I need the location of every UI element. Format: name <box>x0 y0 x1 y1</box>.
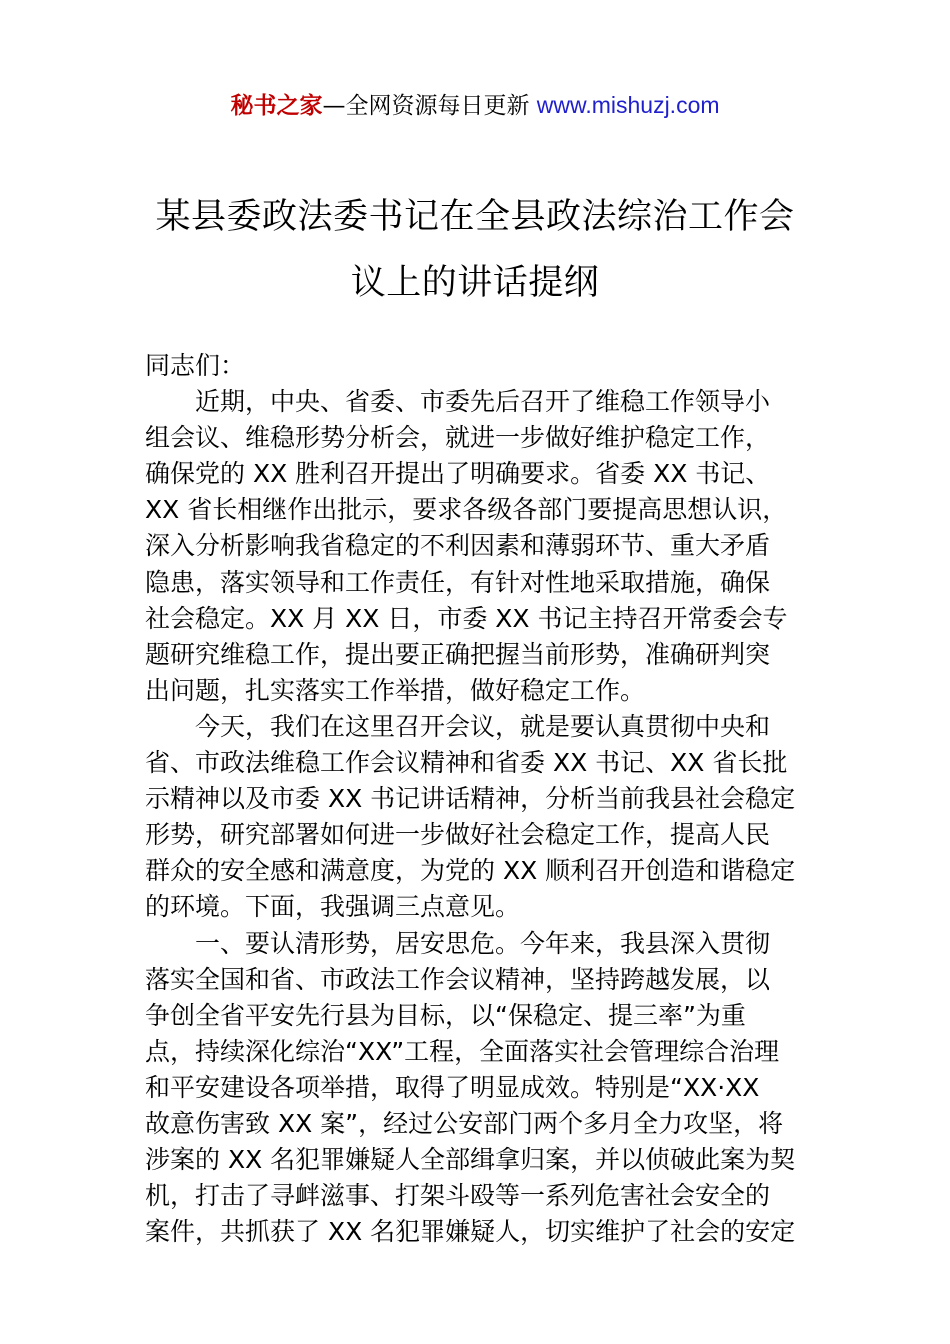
body-line: 形势，研究部署如何进一步做好社会稳定工作，提高人民 <box>145 820 771 850</box>
body-line: 群众的安全感和满意度，为党的 XX 顺利召开创造和谐稳定 <box>145 856 796 886</box>
body-line: 的环境。下面，我强调三点意见。 <box>145 892 521 922</box>
body-line: 案件，共抓获了 XX 名犯罪嫌疑人，切实维护了社会的安定 <box>145 1217 796 1247</box>
title-line-1: 某县委政法委书记在全县政法综治工作会 <box>155 197 795 237</box>
body-line: 故意伤害致 XX 案”，经过公安部门两个多月全力攻坚，将 <box>145 1108 784 1138</box>
body-line: 一、要认清形势，居安思危。今年来，我县深入贯彻 <box>195 928 771 958</box>
body-line: 机，打击了寻衅滋事、打架斗殴等一系列危害社会安全的 <box>145 1181 771 1211</box>
body-line: 争创全省平安先行县为目标，以“保稳定、提三率”为重 <box>145 1000 746 1030</box>
body-line: 示精神以及市委 XX 书记讲话精神，分析当前我县社会稳定 <box>145 784 796 814</box>
title-line-2: 议上的讲话提纲 <box>350 263 600 303</box>
body-line: 确保党的 XX 胜利召开提出了明确要求。省委 XX 书记、 <box>145 459 771 489</box>
body-line: 和平安建设各项举措，取得了明显成效。特别是“XX·XX <box>145 1072 760 1102</box>
body-line: 深入分析影响我省稳定的不利因素和薄弱环节、重大矛盾 <box>145 531 771 561</box>
body-line: 落实全国和省、市政法工作会议精神，坚持跨越发展，以 <box>145 964 771 994</box>
document-body <box>145 348 815 1250</box>
body-line: 今天，我们在这里召开会议，就是要认真贯彻中央和 <box>195 711 771 741</box>
site-url-link[interactable]: www.mishuzj.com <box>536 92 720 118</box>
site-header <box>0 88 950 123</box>
body-line: 涉案的 XX 名犯罪嫌疑人全部缉拿归案，并以侦破此案为契 <box>145 1145 796 1175</box>
salutation: 同志们： <box>145 351 246 380</box>
body-line: 省、市政法维稳工作会议精神和省委 XX 书记、XX 省长批 <box>145 748 788 778</box>
site-brand: 秘书之家 <box>230 93 323 119</box>
body-line: XX 省长相继作出批示，要求各级各部门要提高思想认识， <box>145 495 788 525</box>
body-line: 隐患，落实领导和工作责任，有针对性地采取措施，确保 <box>145 567 771 597</box>
body-line: 社会稳定。XX 月 XX 日，市委 XX 书记主持召开常委会专 <box>145 603 788 633</box>
body-line: 出问题，扎实落实工作举措，做好稳定工作。 <box>145 675 646 705</box>
body-line: 点，持续深化综治“XX”工程，全面落实社会管理综合治理 <box>145 1036 780 1066</box>
site-tagline: —全网资源每日更新 <box>322 93 537 119</box>
document-title <box>130 184 820 316</box>
body-line: 近期，中央、省委、市委先后召开了维稳工作领导小 <box>195 387 771 417</box>
body-line: 题研究维稳工作，提出要正确把握当前形势，准确研判突 <box>145 639 771 669</box>
body-line: 组会议、维稳形势分析会，就进一步做好维护稳定工作， <box>145 423 771 453</box>
